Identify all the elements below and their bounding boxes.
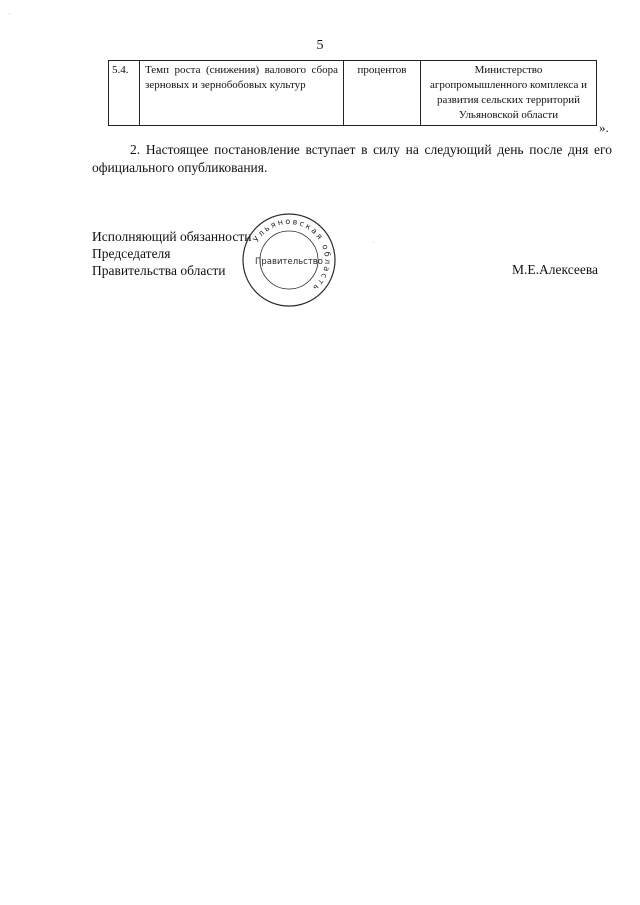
svg-text:Ульяновская область — [252, 217, 333, 294]
official-stamp — [241, 212, 337, 308]
indicators-table — [108, 60, 597, 126]
scan-artifact: · — [8, 10, 11, 19]
row-number-cell: 5.4. — [109, 61, 140, 126]
signatory-title-line3: Правительства области — [92, 263, 226, 278]
effective-date-paragraph: 2. Настоящее постановление вступает в силу на следующий день после дня его официального опубликования. — [92, 142, 612, 175]
page-number: 5 — [316, 38, 324, 53]
scan-artifact: · — [372, 238, 375, 247]
closing-quote: ». — [599, 120, 609, 135]
unit-cell: процентов — [344, 61, 421, 126]
stamp-center-text: Правительство — [255, 257, 323, 267]
signatory-title-line1: Исполняющий обязанности — [92, 229, 252, 244]
stamp-ring-text: Ульяновская область — [251, 216, 333, 294]
responsible-cell: Министерство агропромышленного комплекса и развития сельских территорий Ульяновской области — [421, 61, 597, 126]
signatory-name: М.Е.Алексеева — [512, 262, 599, 277]
indicator-name-cell: Темп роста (снижения) валового сбора зерновых и зернобобовых культур — [140, 61, 344, 126]
table-row — [109, 61, 597, 126]
signatory-title-line2: Председателя — [92, 246, 171, 261]
